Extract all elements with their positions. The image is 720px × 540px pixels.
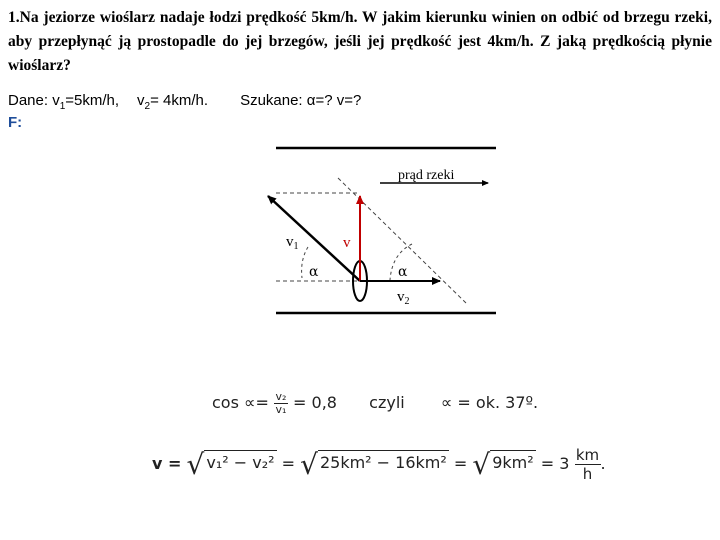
radicand-3: 9km² [490,450,535,480]
problem-statement: 1.Na jeziorze wioślarz nadaje łodzi prędkość 5km/h. W jakim kierunku winien on odbić od brzegu rzeki, aby przepłynąć ją prostopadle do jej brzegów, jeśli jej prędkość jest 4km/h. Z jaką prędkością płynie wioślarz? [8,9,712,74]
cos-numerator: v₂ [275,390,287,403]
cos-fraction [274,391,288,416]
v2-subscript: 2 [144,101,151,112]
dashed-diagonal [338,178,466,303]
river-current-label: prąd rzeki [398,168,455,183]
v1-value: =5km/h, [65,92,120,109]
alpha-left-label: α [309,264,319,280]
v2-label: $v_2$ [397,289,410,307]
v1-subscript: 1 [59,101,66,112]
sqrt-3: √ 9km² [472,447,534,481]
radicand-2: 25km² − 16km² [318,450,449,480]
v1-label: $v_1$ [286,234,299,252]
eq-2: = [453,454,468,473]
v2-value: = 4km/h. [150,92,209,109]
unit-denominator: h [582,465,593,483]
czyli-word: czyli [369,393,405,412]
speed-formula [152,446,606,483]
eq-3: = 3 [540,454,570,473]
alpha-right-label: α [398,264,408,280]
sqrt-2: √ 25km² − 16km² [300,447,447,481]
v2-symbol: v [137,92,145,109]
v-label: v [343,235,351,251]
cosine-formula [212,391,538,416]
angle-arc-left [302,247,308,278]
sqrt-1: √ v₁² − v₂² [186,447,275,481]
speed-unit-fraction [575,446,601,483]
eq-1: = [281,454,296,473]
unit-numerator: km [575,446,600,464]
f-label: F: [8,114,23,131]
dane-label: Dane: v [8,92,60,109]
cos-lhs: cos ∝= [212,393,269,412]
alpha-result: ∝ = ok. 37º. [440,393,539,412]
cos-value: = 0,8 [293,393,337,412]
radicand-1: v₁² − v₂² [204,450,276,480]
szukane-label: Szukane: α=? v=? [240,92,362,109]
speed-lhs: v = [152,454,182,473]
final-dot: . [600,454,606,473]
cos-denominator: v₁ [275,403,287,416]
